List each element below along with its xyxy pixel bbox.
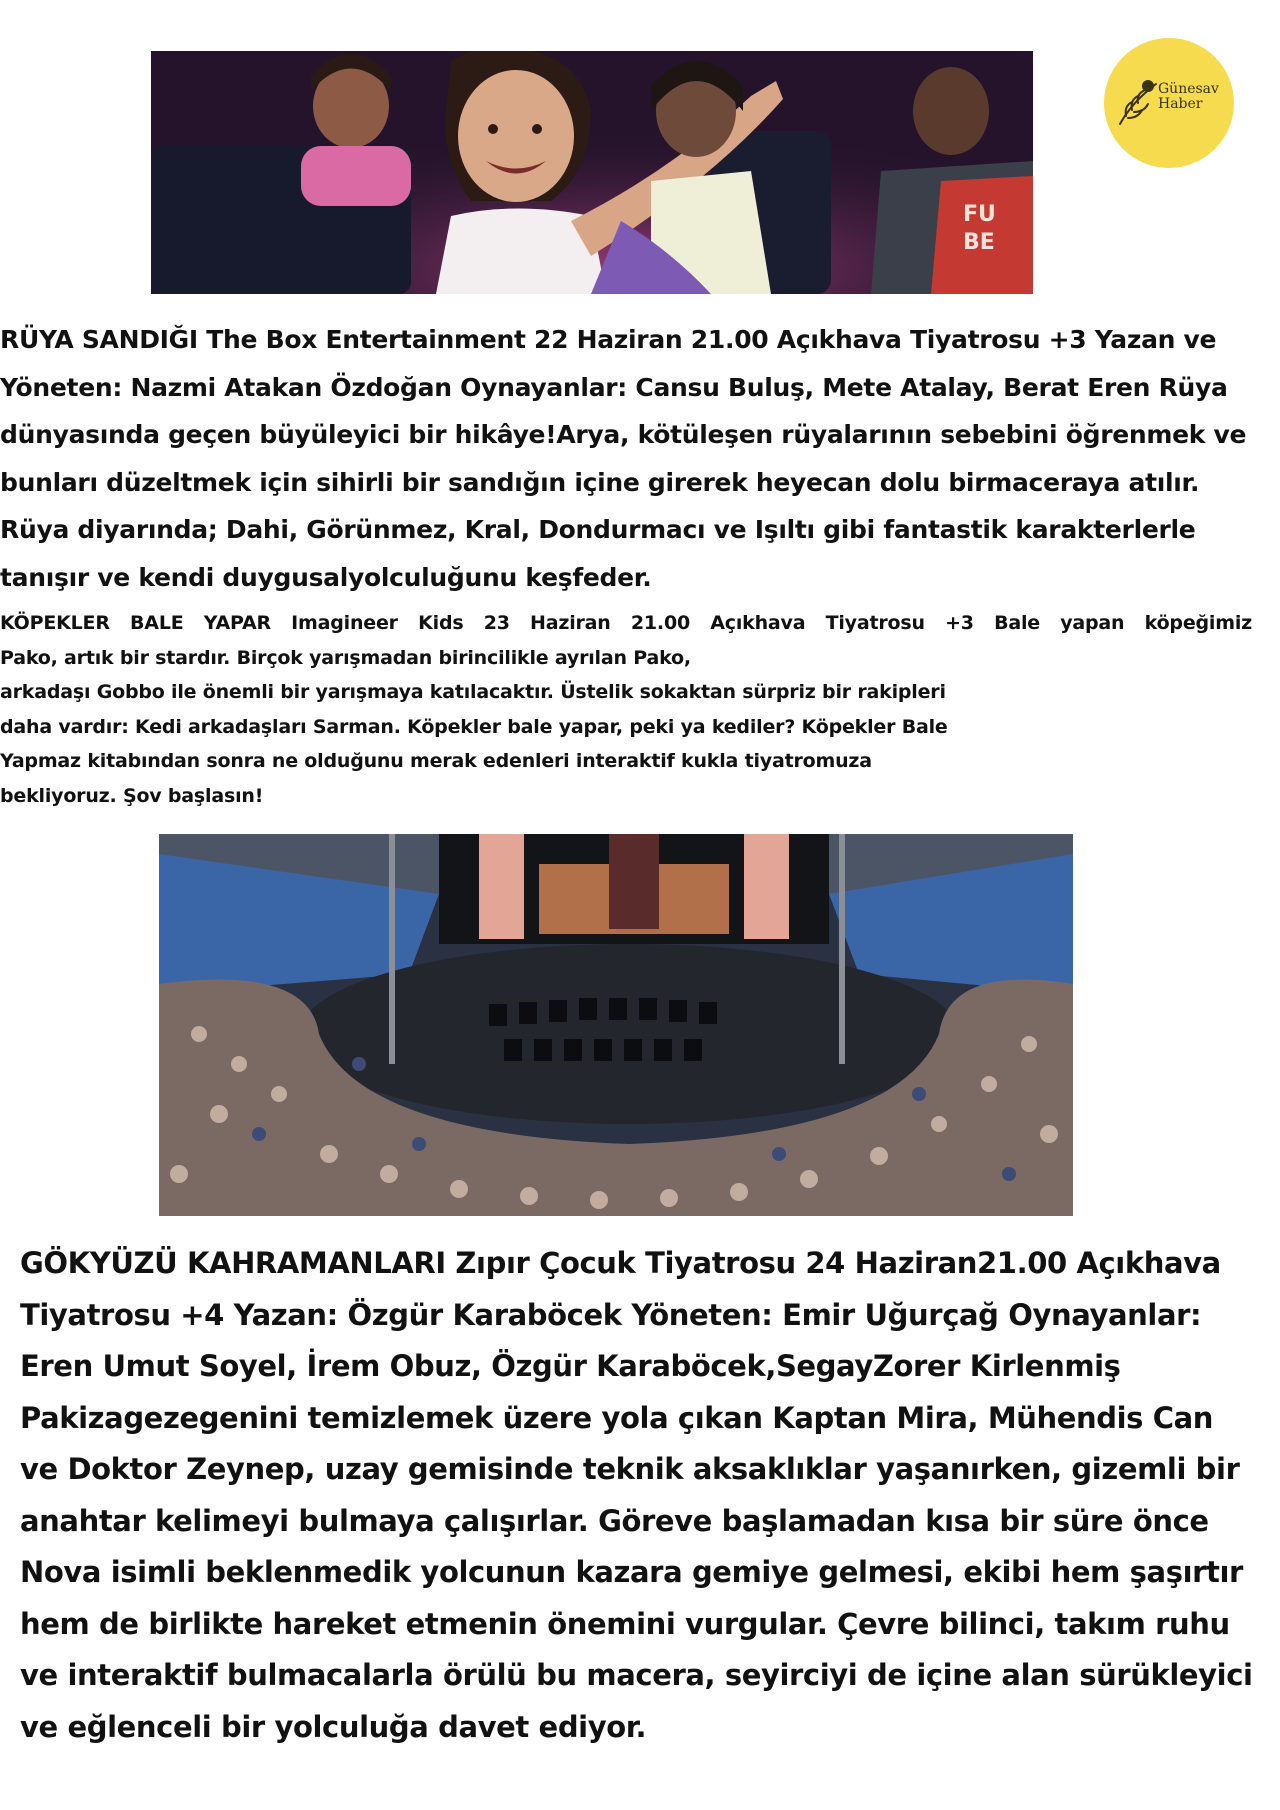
sun-leaf-icon (1112, 72, 1164, 132)
site-logo[interactable] (1104, 38, 1234, 168)
hero-photo-illustration (151, 51, 1033, 294)
logo-brand-line1: Günesav (1158, 81, 1219, 97)
theatre-photo-illustration (159, 834, 1073, 1216)
logo-brand-line2: Haber (1158, 96, 1203, 112)
kopekler-line-3: arkadaşı Gobbo ile önemli bir yarışmaya katılacaktır. Üstelik sokaktan sürpriz bir rakipleri (0, 681, 946, 703)
kopekler-line-2: Pako, artık bir stardır. Birçok yarışmadan birincilikle ayrılan Pako, (0, 646, 691, 669)
svg-text:FU: FU (963, 202, 996, 227)
event-ruya-sandigi-text: RÜYA SANDIĞI The Box Entertainment 22 Haziran 21.00 Açıkhava Tiyatrosu +3 Yazan ve Yöneten: Nazmi Atakan Özdoğan Oynayanlar: Cansu Buluş, Mete Atalay, Berat Eren Rüya dünyasında geçen büyüleyici bir hikâye!Arya, kötüleşen rüyalarının sebebini öğrenmek ve bunları düzeltmek için sihirli bir sandığın içine girerek heyecan dolu birmaceraya atılır. Rüya diyarında; Dahi, Görünmez, Kral, Dondurmacı ve Işıltı gibi fantastik karakterlerle tanışır ve kendi duygusalyolculuğunu keşfeder. (0, 325, 1247, 592)
kopekler-line-5: Yapmaz kitabından sonra ne olduğunu merak edenleri interaktif kukla tiyatromuza (0, 750, 872, 772)
theatre-photo (159, 834, 1073, 1216)
kopekler-line-1: KÖPEKLER BALE YAPAR Imagineer Kids 23 Haziran 21.00 Açıkhava Tiyatrosu +3 Bale yapan köpeğimiz (0, 612, 1252, 634)
logo-wordmark (1158, 82, 1219, 112)
event-gokyuzu-kahramanlari-text: GÖKYÜZÜ KAHRAMANLARI Zıpır Çocuk Tiyatrosu 24 Haziran21.00 Açıkhava Tiyatrosu +4 Yazan: Özgür Karaböcek Yöneten: Emir Uğurçağ Oynayanlar: Eren Umut Soyel, İrem Obuz, Özgür Karaböcek,SegayZorer Kirlenmiş Pakizagezegenini temizlemek üzere yola çıkan Kaptan Mira, Mühendis Can ve Doktor Zeynep, uzay gemisinde teknik aksaklıklar yaşanırken, gizemli bir anahtar kelimeyi bulmaya çalışırlar. Göreve başlamadan kısa bir süre önce Nova isimli beklenmedik yolcunun kazara gemiye gelmesi, ekibi hem şaşırtır hem de birlikte hareket etmenin önemini vurgular. Çevre bilinci, takım ruhu ve interaktif bulmacalarla örülü bu macera, seyirciyi de içine alan sürükleyici ve eğlenceli bir yolculuğa davet ediyor. (20, 1246, 1253, 1744)
event-kopekler-bale-yapar-text (0, 606, 1252, 813)
svg-text:BE: BE (963, 230, 995, 255)
kopekler-line-6: bekliyoruz. Şov başlasın! (0, 784, 264, 807)
hero-photo (151, 51, 1033, 294)
kopekler-line-4: daha vardır: Kedi arkadaşları Sarman. Köpekler bale yapar, peki ya kediler? Köpekler Bale (0, 715, 948, 738)
